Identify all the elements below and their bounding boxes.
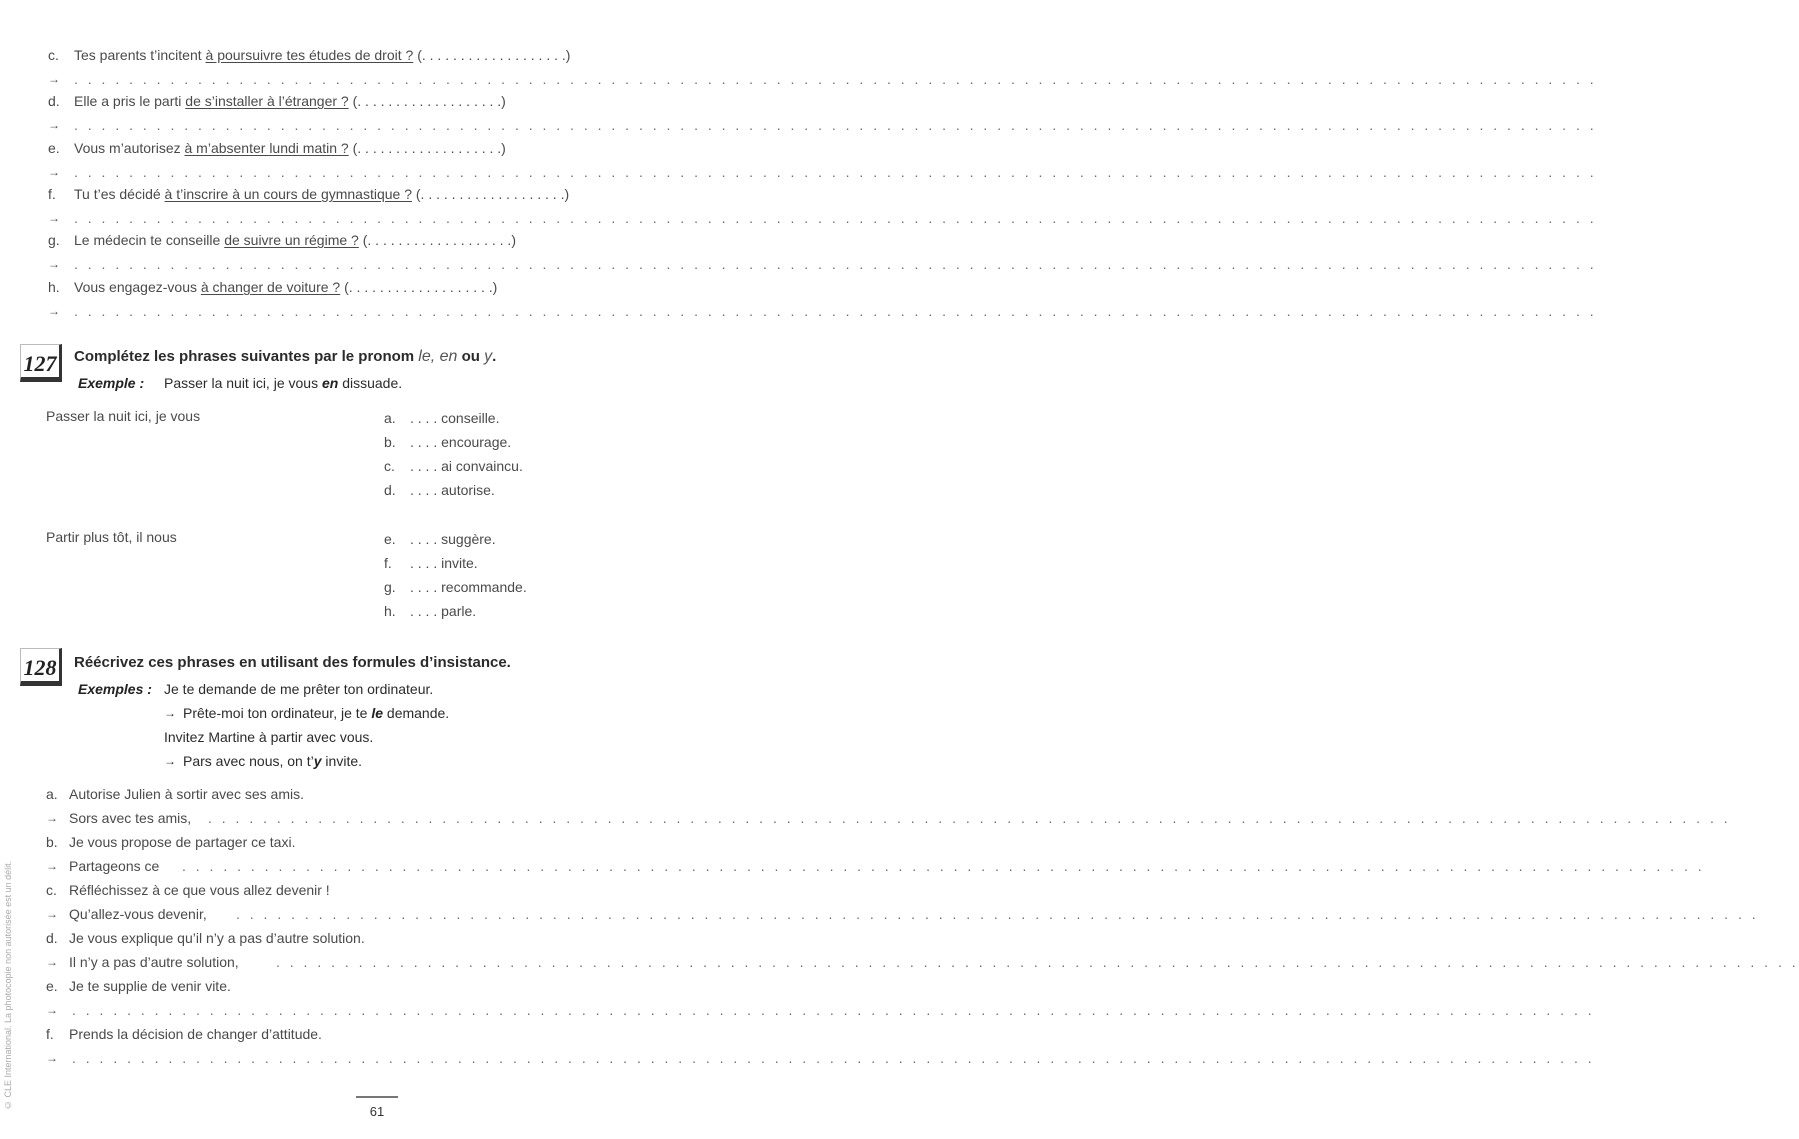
list-item [0, 137, 766, 159]
list-item [0, 183, 766, 205]
arrow-icon: → [46, 955, 58, 969]
list-item [0, 44, 766, 66]
list-item: c. . . . . ai convaincu. [384, 458, 523, 474]
dotted-line: . . . . . . . . . . . . . . . . . . . . . . . . . . . . . . . . . . . . . . . . . . . . . . . . . . . . . . . . . . . . . . . . . . . . . . . . . . . . . . . . . . . . . . . . . . . . . . . . . . . . . . . . . . . . . . . [208, 810, 1731, 826]
arrow-icon: → [46, 1003, 58, 1017]
example-line: Invitez Martine à partir avec vous. [164, 729, 374, 745]
list-item: d. Je vous explique qu’il n’y a pas d’autre solution. [46, 930, 365, 946]
example-line [0, 372, 766, 394]
arrow-icon: → [46, 907, 58, 921]
dotted-line: . . . . . . . . . . . . . . . . . . . . . . . . . . . . . . . . . . . . . . . . . . . . . . . . . . . . . . . . . . . . . . . . . . . . . . . . . . . . . . . . . . . . . . . . . . . . . . . . . . . . . . . . . . . . . . . [72, 1002, 1595, 1018]
answer-line: → Sors avec tes amis, . . . . . . . . . . . . . . . . . . . . . . . . . . . . . . . . . . . . . . . . . . . . . . . . . . . . . . . . . . . . . . . . . . . . . . . . . . . . . . . . . . . . . . . . . . . . . . . . . . . . . . . . . . . . . . . [0, 807, 766, 829]
dotted-line: . . . . . . . . . . . . . . . . . . . . . . . . . . . . . . . . . . . . . . . . . . . . . . . . . . . . . . . . . . . . . . . . . . . . . . . . . . . . . . . . . . . . . . . . . . . . . . . . . . . . . . . . . . . . . . . [74, 303, 1597, 319]
arrow-icon: → [46, 811, 58, 825]
example-answer: → Prête-moi ton ordinateur, je te le demande. [0, 702, 766, 724]
dotted-line: . . . . . . . . . . . . . . . . . . . . . . . . . . . . . . . . . . . . . . . . . . . . . . . . . . . . . . . . . . . . . . . . . . . . . . . . . . . . . . . . . . . . . . . . . . . . . . . . . . . . . . . . . . . . . . . [74, 210, 1597, 226]
list-item: d. . . . . autorise. [384, 482, 495, 498]
arrow-icon: → [48, 165, 60, 179]
arrow-icon: → [48, 118, 60, 132]
item-text: Vous m’autorisez à m’absenter lundi matin ? (. . . . . . . . . . . . . . . . . . .) [74, 140, 506, 156]
page-number: 61 [369, 1104, 385, 1119]
list-item: b. Je vous propose de partager ce taxi. [46, 834, 296, 850]
sentence-stem: Partir plus tôt, il nous [46, 529, 177, 545]
item-label: g. [48, 232, 60, 248]
arrow-icon: → [48, 304, 60, 318]
list-item: e. . . . . suggère. [384, 531, 496, 547]
example-label: Exemple : [78, 375, 145, 391]
example-label: Exemples : [78, 681, 152, 697]
item-text: Tes parents t’incitent à poursuivre tes études de droit ? (. . . . . . . . . . . . . . . . . . .) [74, 47, 571, 63]
item-label: d. [48, 93, 60, 109]
dotted-line: . . . . . . . . . . . . . . . . . . . . . . . . . . . . . . . . . . . . . . . . . . . . . . . . . . . . . . . . . . . . . . . . . . . . . . . . . . . . . . . . . . . . . . . . . . . . . . . . . . . . . . . . . . . . . . . [276, 954, 1799, 970]
answer-line [0, 114, 1597, 136]
answer-line [0, 300, 1597, 322]
example-line: Exemples : Je te demande de me prêter ton ordinateur. [0, 678, 766, 700]
list-item: f. . . . . invite. [384, 555, 478, 571]
page-number-rule [356, 1096, 398, 1098]
copyright-notice: © CLE International. La photocopie non autorisée est un délit. [3, 860, 13, 1110]
arrow-icon: → [164, 706, 176, 720]
answer-line: → Il n’y a pas d’autre solution, . . . . . . . . . . . . . . . . . . . . . . . . . . . . . . . . . . . . . . . . . . . . . . . . . . . . . . . . . . . . . . . . . . . . . . . . . . . . . . . . . . . . . . . . . . . . . . . . . . . . . . . . . . . . . . . [0, 951, 766, 973]
list-item: b. . . . . encourage. [384, 434, 512, 450]
item-label: e. [48, 140, 60, 156]
list-item: a. . . . . conseille. [384, 410, 500, 426]
answer-line [0, 161, 1597, 183]
answer-line [0, 999, 1595, 1021]
list-item: f. Prends la décision de changer d’attitude. [46, 1026, 322, 1042]
exercise-number-badge: 128 [20, 648, 62, 686]
dotted-line: . . . . . . . . . . . . . . . . . . . . . . . . . . . . . . . . . . . . . . . . . . . . . . . . . . . . . . . . . . . . . . . . . . . . . . . . . . . . . . . . . . . . . . . . . . . . . . . . . . . . . . . . . . . . . . . [74, 117, 1597, 133]
item-text: Vous engagez-vous à changer de voiture ? (. . . . . . . . . . . . . . . . . . .) [74, 279, 498, 295]
list-item [0, 90, 766, 112]
list-item: g. . . . . recommande. [384, 579, 527, 595]
arrow-icon: → [48, 257, 60, 271]
answer-line [0, 1047, 1595, 1069]
answer-line: → Qu’allez-vous devenir, . . . . . . . . . . . . . . . . . . . . . . . . . . . . . . . . . . . . . . . . . . . . . . . . . . . . . . . . . . . . . . . . . . . . . . . . . . . . . . . . . . . . . . . . . . . . . . . . . . . . . . . . . . . . . . . [0, 903, 766, 925]
dotted-line: . . . . . . . . . . . . . . . . . . . . . . . . . . . . . . . . . . . . . . . . . . . . . . . . . . . . . . . . . . . . . . . . . . . . . . . . . . . . . . . . . . . . . . . . . . . . . . . . . . . . . . . . . . . . . . . [236, 906, 1759, 922]
list-item: a. Autorise Julien à sortir avec ses amis. [46, 786, 304, 802]
arrow-icon: → [46, 1051, 58, 1065]
answer-line: → Partageons ce . . . . . . . . . . . . . . . . . . . . . . . . . . . . . . . . . . . . . . . . . . . . . . . . . . . . . . . . . . . . . . . . . . . . . . . . . . . . . . . . . . . . . . . . . . . . . . . . . . . . . . . . . . . . . . . [0, 855, 766, 877]
item-label: h. [48, 279, 60, 295]
exercise-title: Complétez les phrases suivantes par le pronom le, en ou y. [74, 348, 497, 365]
item-text: Le médecin te conseille de suivre un régime ? (. . . . . . . . . . . . . . . . . . .) [74, 232, 516, 248]
arrow-icon: → [48, 72, 60, 86]
dotted-line: . . . . . . . . . . . . . . . . . . . . . . . . . . . . . . . . . . . . . . . . . . . . . . . . . . . . . . . . . . . . . . . . . . . . . . . . . . . . . . . . . . . . . . . . . . . . . . . . . . . . . . . . . . . . . . . [74, 71, 1597, 87]
item-label: c. [48, 47, 59, 63]
item-label: f. [48, 186, 56, 202]
example-answer: → Pars avec nous, on t’y invite. [0, 750, 766, 772]
example-text: Passer la nuit ici, je vous en dissuade. [164, 375, 403, 391]
arrow-icon: → [46, 859, 58, 873]
list-item [0, 229, 766, 251]
exercise-number-badge: 127 [20, 344, 62, 382]
item-text: Elle a pris le parti de s’installer à l’étranger ? (. . . . . . . . . . . . . . . . . . .) [74, 93, 506, 109]
answer-line [0, 253, 1597, 275]
exercise-title: Réécrivez ces phrases en utilisant des formules d’insistance. [74, 654, 511, 671]
answer-line [0, 207, 1597, 229]
answer-line [0, 68, 1597, 90]
list-item [0, 276, 766, 298]
arrow-icon: → [48, 211, 60, 225]
arrow-icon: → [164, 754, 176, 768]
list-item: c. Réfléchissez à ce que vous allez devenir ! [46, 882, 330, 898]
sentence-stem: Passer la nuit ici, je vous [46, 408, 201, 424]
dotted-line: . . . . . . . . . . . . . . . . . . . . . . . . . . . . . . . . . . . . . . . . . . . . . . . . . . . . . . . . . . . . . . . . . . . . . . . . . . . . . . . . . . . . . . . . . . . . . . . . . . . . . . . . . . . . . . . [182, 858, 1705, 874]
dotted-line: . . . . . . . . . . . . . . . . . . . . . . . . . . . . . . . . . . . . . . . . . . . . . . . . . . . . . . . . . . . . . . . . . . . . . . . . . . . . . . . . . . . . . . . . . . . . . . . . . . . . . . . . . . . . . . . [72, 1050, 1595, 1066]
list-item: e. Je te supplie de venir vite. [46, 978, 231, 994]
dotted-line: . . . . . . . . . . . . . . . . . . . . . . . . . . . . . . . . . . . . . . . . . . . . . . . . . . . . . . . . . . . . . . . . . . . . . . . . . . . . . . . . . . . . . . . . . . . . . . . . . . . . . . . . . . . . . . . [74, 256, 1597, 272]
dotted-line: . . . . . . . . . . . . . . . . . . . . . . . . . . . . . . . . . . . . . . . . . . . . . . . . . . . . . . . . . . . . . . . . . . . . . . . . . . . . . . . . . . . . . . . . . . . . . . . . . . . . . . . . . . . . . . . [74, 164, 1597, 180]
item-text: Tu t’es décidé à t’inscrire à un cours de gymnastique ? (. . . . . . . . . . . . . . . . . . .) [74, 186, 570, 202]
list-item: h. . . . . parle. [384, 603, 477, 619]
